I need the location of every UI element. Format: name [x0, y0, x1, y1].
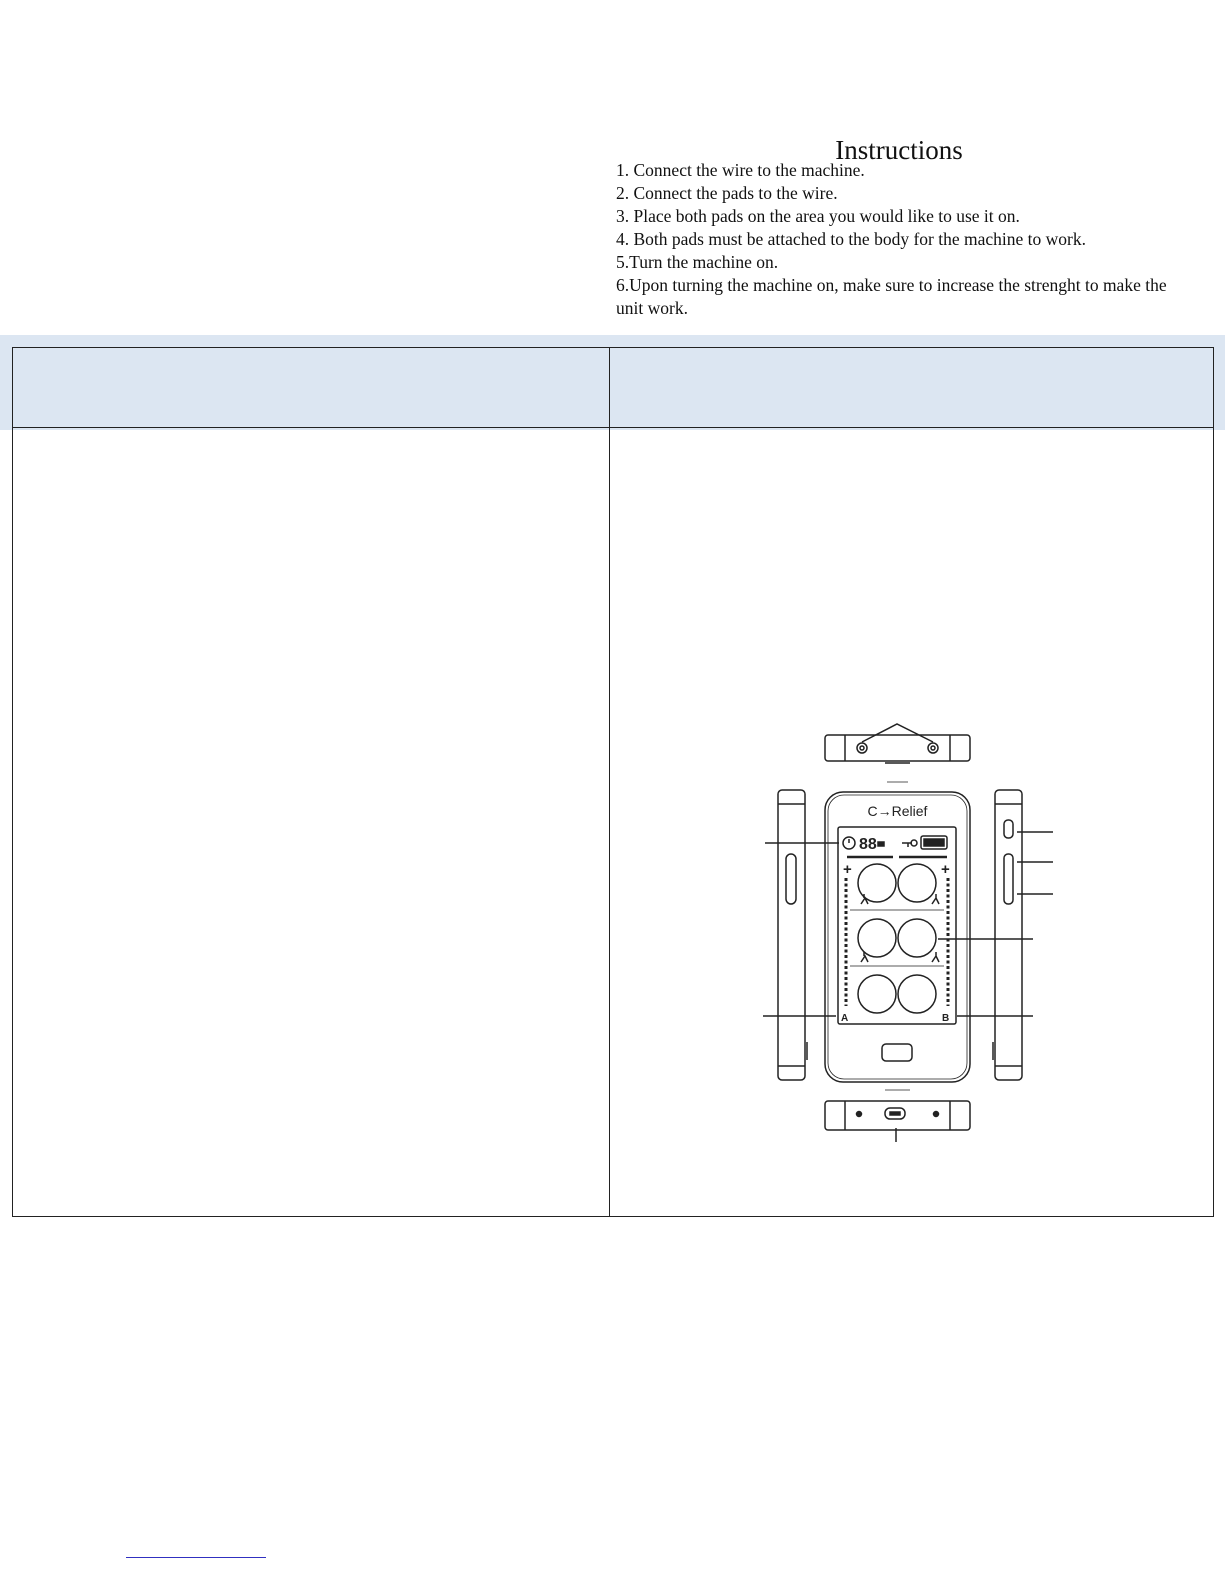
- electrode-port-icon: [857, 743, 867, 753]
- mode-icon: [858, 975, 896, 1013]
- brand-logo: C→Relief: [867, 803, 928, 819]
- page-title: Instructions: [835, 135, 963, 166]
- device-right-view: [993, 790, 1053, 1080]
- instruction-step: 1. Connect the wire to the machine.: [616, 160, 865, 180]
- side-button-icon: [786, 854, 796, 904]
- channel-b-label: B: [942, 1013, 950, 1024]
- power-button-icon: [1004, 820, 1013, 838]
- instruction-step: 3. Place both pads on the area you would like to use it on.: [616, 206, 1020, 226]
- mode-icon: [898, 864, 936, 902]
- instruction-step: 5.Turn the machine on.: [616, 252, 779, 272]
- table-header-row: [13, 348, 1213, 428]
- plus-sign-b: +: [941, 861, 950, 878]
- mode-icon: [898, 975, 936, 1013]
- home-button-icon: [882, 1044, 912, 1061]
- body-figure-icon: [932, 952, 939, 962]
- mode-icon: [858, 919, 896, 957]
- instruction-step: 4. Both pads must be attached to the body for the machine to work.: [616, 229, 1086, 249]
- intensity-button-icon: [1004, 854, 1013, 904]
- instruction-step: 6.Upon turning the machine on, make sure to increase the strenght to make the unit work.: [616, 275, 1167, 318]
- body-figure-icon: [932, 894, 939, 904]
- mode-icon: [898, 919, 936, 957]
- electrode-port-icon: [928, 743, 938, 753]
- device-bottom-view: [825, 1101, 970, 1142]
- column-divider: [609, 348, 610, 1216]
- channel-a-label: A: [841, 1013, 849, 1024]
- display-digits: 88: [859, 836, 877, 853]
- instruction-list: [616, 159, 1186, 320]
- device-diagram: [755, 722, 1065, 1152]
- device-front-view: [825, 782, 1033, 1090]
- footer-underline: [126, 1557, 266, 1558]
- device-top-view: [825, 724, 970, 763]
- instruction-step: 2. Connect the pads to the wire.: [616, 183, 838, 203]
- plus-sign-a: +: [843, 861, 852, 878]
